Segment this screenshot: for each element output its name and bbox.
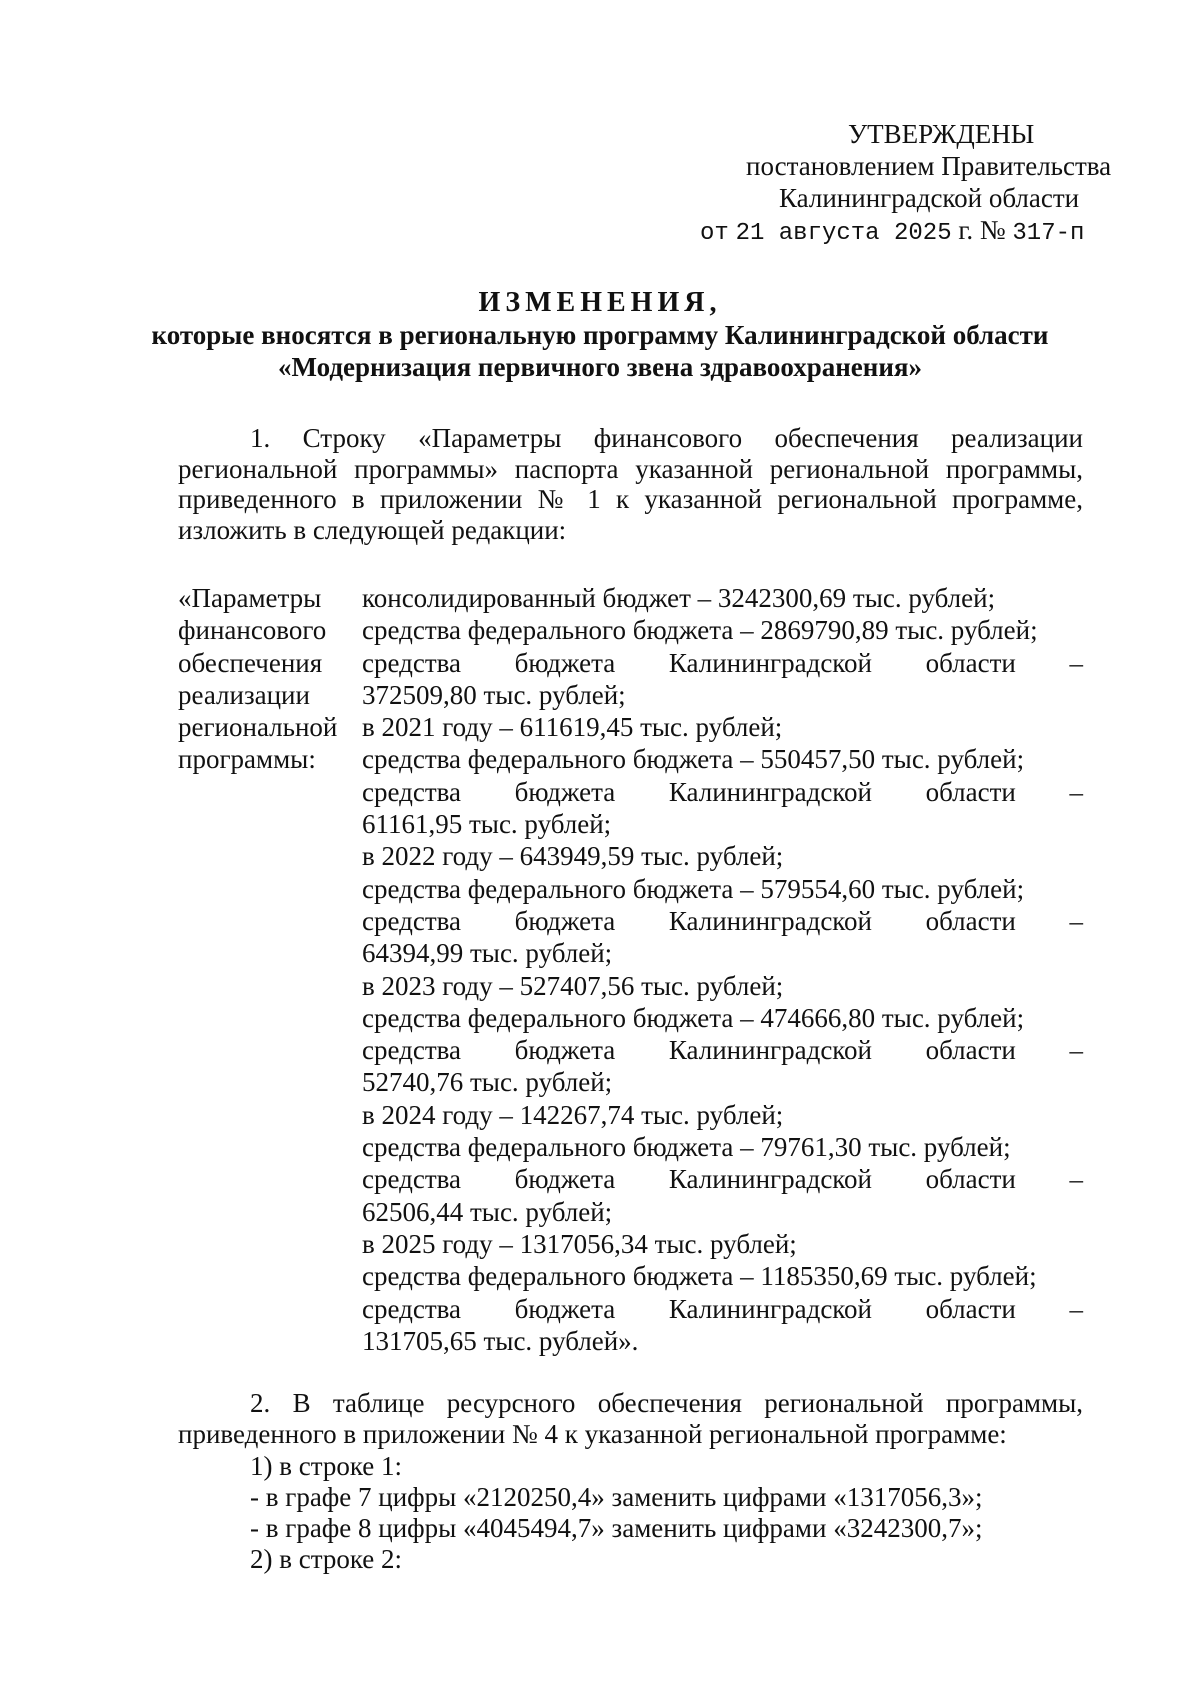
parameters-value-line: средства федерального бюджета – 79761,30 тыс. рублей; [362,1132,1011,1163]
section-2-list-item: - в графе 8 цифры «4045494,7» заменить цифрами «3242300,7»; [250,1513,983,1543]
parameters-word: области [925,776,1016,807]
parameters-value-line: в 2023 году – 527407,56 тыс. рублей; [362,970,784,1001]
section-2-list-item: - в графе 7 цифры «2120250,4» заменить цифрами «1317056,3»; [250,1482,983,1512]
parameters-word: – [1069,1035,1083,1066]
parameters-word: Калининградской [668,647,872,678]
approval-line-resolution: постановлением Правительства [746,151,1112,181]
parameters-label-line: финансового [178,615,327,646]
parameters-word: бюджета [514,647,616,678]
parameters-word: – [1069,905,1083,936]
parameters-word: Калининградской [668,1164,872,1195]
parameters-word: средства [362,1164,462,1195]
parameters-word: Калининградской [668,1035,872,1066]
parameters-word: бюджета [514,1293,616,1324]
parameters-word: средства [362,776,462,807]
document-title [140,287,1060,383]
parameters-value-line-justified [362,1034,1083,1066]
parameters-word: Калининградской [668,776,872,807]
section-2-list [250,1451,1083,1575]
parameters-word: средства [362,647,462,678]
parameters-word: средства [362,1035,462,1066]
parameters-value-line: в 2024 году – 142267,74 тыс. рублей; [362,1099,784,1130]
approval-number: 317-п [1012,220,1085,247]
parameters-value-line: средства федерального бюджета – 550457,50 тыс. рублей; [362,744,1025,775]
parameters-value-line: в 2025 году – 1317056,34 тыс. рублей; [362,1228,797,1259]
parameters-word: области [925,647,1016,678]
section-1-paragraph: 1. Строку «Параметры финансового обеспечения реализации региональной программы» паспорта указанной региональной программы, приведенного в приложении № 1 к указанной региональной программе, изложить в следующей редакции: [178,423,1083,545]
approval-date: 21 августа 2025 [735,220,952,247]
parameters-value-line: средства федерального бюджета – 1185350,69 тыс. рублей; [362,1261,1037,1292]
parameters-value-line: в 2021 году – 611619,45 тыс. рублей; [362,712,783,743]
approval-stamp [700,118,1112,250]
parameters-word: – [1069,1164,1083,1195]
parameters-word: области [925,1293,1016,1324]
parameters-word: – [1069,1293,1083,1324]
parameters-word: – [1069,776,1083,807]
parameters-label-line: «Параметры [178,583,322,613]
section-2-paragraph: 2. В таблице ресурсного обеспечения региональной программы, приведенного в приложении № 4 к указанной региональной программе: [178,1388,1083,1449]
parameters-value-line: 52740,76 тыс. рублей; [362,1067,613,1098]
parameters-value-line: 61161,95 тыс. рублей; [362,809,612,840]
parameters-value-line: средства федерального бюджета – 2869790,89 тыс. рублей; [362,615,1038,646]
parameters-value-line: 62506,44 тыс. рублей; [362,1196,613,1227]
parameters-value-line: средства федерального бюджета – 579554,60 тыс. рублей; [362,873,1025,904]
parameters-word: области [925,1164,1016,1195]
parameters-word: Калининградской [668,1293,872,1324]
parameters-word: бюджета [514,1164,616,1195]
parameters-value-line-justified [362,1163,1083,1195]
parameters-value-line: консолидированный бюджет – 3242300,69 тыс. рублей; [362,583,996,613]
title-main: ИЗМЕНЕНИЯ, [478,287,722,318]
parameters-word: области [925,905,1016,936]
parameters-value-line-justified [362,776,1083,808]
parameters-value-line: 64394,99 тыс. рублей; [362,938,613,969]
parameters-label-line: реализации [178,679,310,710]
parameters-word: Калининградской [668,905,872,936]
title-subtitle-1: которые вносятся в региональную программу Калининградской области [151,320,1049,350]
approval-line-region: Калининградской области [779,183,1080,213]
section-2-list-item: 2) в строке 2: [250,1544,403,1574]
parameters-value-line: средства федерального бюджета – 474666,80 тыс. рублей; [362,1002,1025,1033]
parameters-label-line: обеспечения [178,647,323,678]
parameters-value-line: в 2022 году – 643949,59 тыс. рублей; [362,841,784,872]
financing-parameters-label [178,582,356,776]
approval-line-date [700,214,1100,250]
parameters-word: – [1069,647,1083,678]
approval-heading: УТВЕРЖДЕНЫ [848,119,1035,149]
parameters-word: области [925,1035,1016,1066]
parameters-value-line-justified [362,905,1083,937]
parameters-label-line: региональной [178,712,338,743]
parameters-word: бюджета [514,1035,616,1066]
parameters-value-line-justified [362,1293,1083,1325]
title-subtitle-2: «Модернизация первичного звена здравоохранения» [277,352,923,382]
parameters-word: бюджета [514,905,616,936]
parameters-value-line-justified [362,647,1083,679]
parameters-label-line: программы: [178,744,316,775]
parameters-value-line: 372509,80 тыс. рублей; [362,679,626,710]
section-2-list-item: 1) в строке 1: [250,1451,403,1481]
parameters-word: бюджета [514,776,616,807]
approval-date-prefix: от [700,220,729,247]
financing-parameters-values [362,582,1083,1357]
parameters-word: средства [362,1293,462,1324]
approval-number-label: г. № [958,215,1006,245]
parameters-word: средства [362,905,462,936]
parameters-value-line: 131705,65 тыс. рублей». [362,1325,639,1356]
